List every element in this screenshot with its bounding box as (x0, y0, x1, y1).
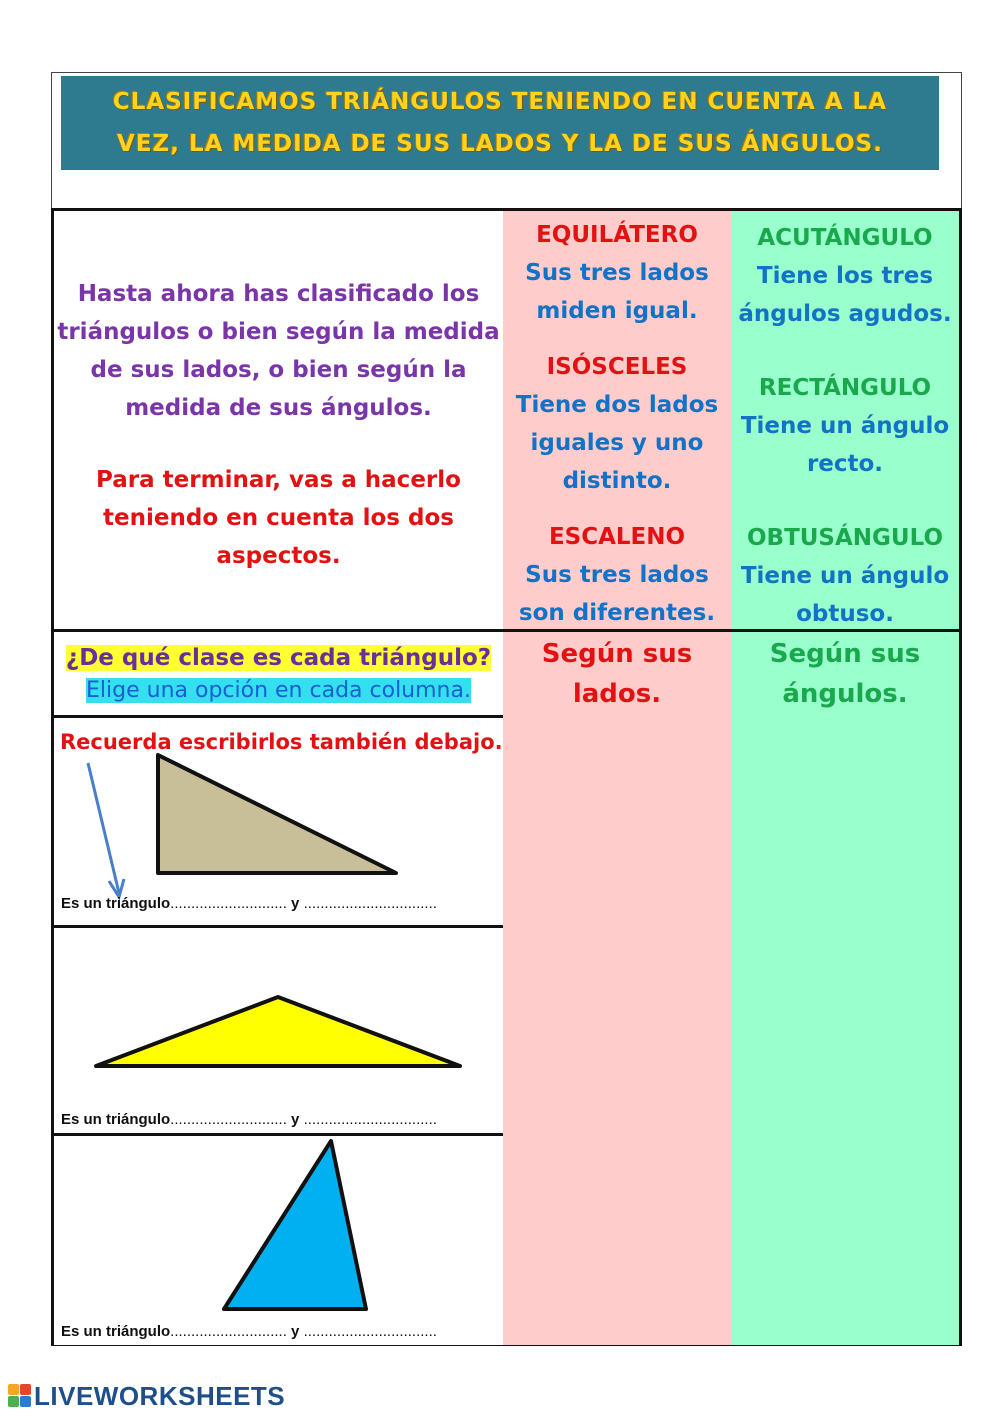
angle-type-acutangulo: ACUTÁNGULO (757, 225, 933, 251)
logo-text: LIVEWORKSHEETS (34, 1380, 286, 1411)
intro-line-1: Hasta ahora has clasificado los (77, 281, 480, 307)
side-desc-escaleno-2: son diferentes. (518, 600, 716, 626)
intro-line-2: triángulos o bien según la medida (57, 319, 500, 345)
angle-desc-acutangulo-2: ángulos agudos. (738, 301, 952, 327)
angles-header-line-1: Según sus (769, 638, 921, 669)
angle-type-obtusangulo: OBTUSÁNGULO (746, 525, 943, 551)
triangle-1-angles-answer[interactable] (731, 715, 962, 928)
liveworksheets-logo (8, 1382, 285, 1410)
triangle-3-sides-answer[interactable] (503, 1133, 732, 1346)
sides-header-line-1: Según sus (541, 638, 693, 669)
question-text: ¿De qué clase es cada triángulo? (65, 644, 492, 671)
intro-line-5: Para terminar, vas a hacerlo (96, 467, 461, 493)
intro-line-4: medida de sus ángulos. (125, 395, 432, 421)
angle-desc-acutangulo-1: Tiene los tres (756, 263, 934, 289)
triangle-3-figure (54, 1133, 504, 1345)
angle-desc-rectangulo-1: Tiene un ángulo (740, 413, 950, 439)
side-desc-isosceles-2: iguales y uno (530, 430, 704, 456)
title-banner (61, 76, 939, 170)
reminder-text: Recuerda escribirlos también debajo. (60, 730, 503, 754)
angle-type-rectangulo: RECTÁNGULO (758, 375, 932, 401)
triangle-3-angles-answer[interactable] (731, 1133, 962, 1346)
instruction-text: Elige una opción en cada columna. (86, 677, 471, 703)
answer-line-2: Es un triángulo............................ y ................................ (61, 1111, 437, 1128)
intro-line-3: de sus lados, o bien según la (90, 357, 467, 383)
triangle-2-cell (51, 925, 504, 1136)
answer-line-3: Es un triángulo............................ y ................................ (61, 1323, 437, 1340)
triangle-1-sides-answer[interactable] (503, 715, 732, 928)
triangle-3-cell (51, 1133, 504, 1346)
triangle-2-figure (54, 925, 504, 1133)
angles-column-header (731, 629, 962, 718)
question-cell (51, 629, 504, 718)
sides-header-line-2: lados. (572, 678, 662, 709)
arrow-shaft (88, 763, 119, 893)
logo-blocks-icon (8, 1384, 32, 1408)
triangle-1-cell (51, 715, 504, 928)
triangle-1-shape (158, 755, 396, 873)
side-type-isosceles: ISÓSCELES (546, 354, 688, 380)
title-line-1: CLASIFICAMOS TRIÁNGULOS TENIENDO EN CUENTA A LA (112, 89, 888, 115)
angle-desc-obtusangulo-2: obtuso. (796, 601, 894, 627)
triangle-3-shape (224, 1141, 366, 1309)
sides-definitions-cell (503, 208, 732, 630)
side-desc-equilatero-2: miden igual. (536, 298, 698, 324)
side-desc-isosceles-3: distinto. (562, 468, 672, 494)
side-desc-escaleno-1: Sus tres lados (525, 562, 709, 588)
angles-header-line-2: ángulos. (782, 678, 908, 709)
answer-line-1: Es un triángulo............................ y ................................ (61, 895, 437, 912)
title-line-2: VEZ, LA MEDIDA DE SUS LADOS Y LA DE SUS ÁNGULOS. (117, 131, 883, 157)
triangle-2-angles-answer[interactable] (731, 925, 962, 1136)
intro-cell (51, 208, 504, 630)
angle-desc-rectangulo-2: recto. (806, 451, 884, 477)
side-desc-isosceles-1: Tiene dos lados (515, 392, 719, 418)
side-desc-equilatero-1: Sus tres lados (525, 260, 709, 286)
sides-column-header (503, 629, 732, 718)
intro-line-6: teniendo en cuenta los dos (103, 505, 454, 531)
intro-line-7: aspectos. (216, 543, 341, 569)
triangle-1-figure (54, 715, 504, 925)
side-type-equilatero: EQUILÁTERO (536, 222, 698, 248)
triangle-2-shape (96, 997, 460, 1066)
angle-desc-obtusangulo-1: Tiene un ángulo (740, 563, 950, 589)
angles-definitions-cell (731, 208, 962, 630)
side-type-escaleno: ESCALENO (548, 524, 686, 550)
triangle-2-sides-answer[interactable] (503, 925, 732, 1136)
